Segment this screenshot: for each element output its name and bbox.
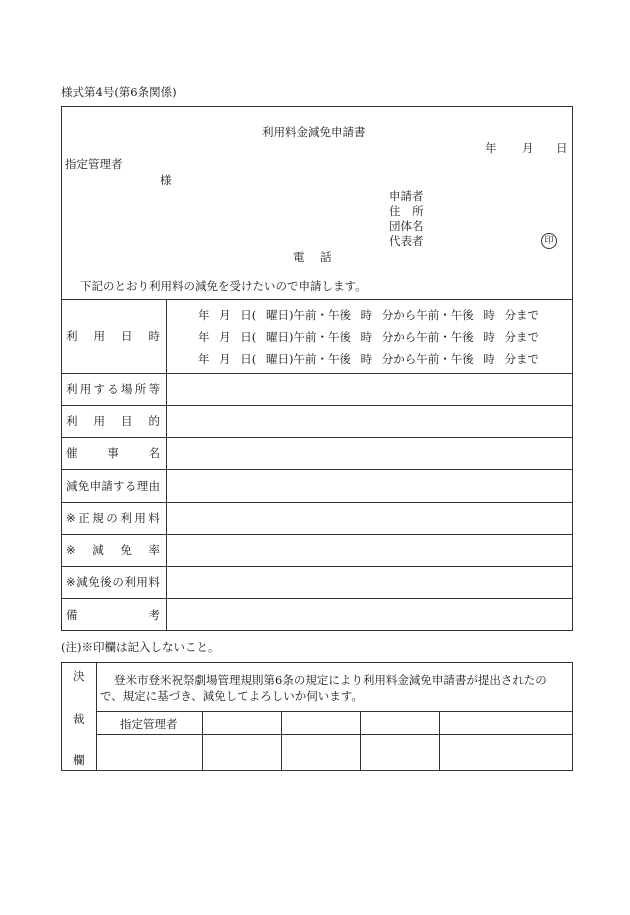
approval-field-4[interactable] [440,735,572,770]
datetime-line-2[interactable]: 年 月 日( 曜日)午前・午後 時 分から午前・午後 時 分まで [198,330,540,344]
divider [61,299,573,300]
representative-label: 代表者 [389,234,424,248]
event-name-field[interactable] [167,438,572,469]
manager-seal-field[interactable] [97,735,202,770]
date-year: 年 [485,141,497,155]
decision-label-1: 決 [73,669,85,683]
reduction-rate-label: ※ 減 免 率 [66,543,160,557]
datetime-line-1[interactable]: 年 月 日( 曜日)午前・午後 時 分から午前・午後 時 分まで [198,308,540,322]
seal-mark: 印 [541,233,557,249]
application-statement: 下記のとおり利用料の減免を受けたいので申請します。 [80,279,367,293]
regular-fee-field[interactable] [167,503,572,534]
approval-field-3[interactable] [361,735,439,770]
usage-place-label: 利 用 す る 場 所 等 [66,382,160,396]
form-title: 利用料金減免申請書 [262,125,366,139]
usage-datetime-label: 利 用 日 時 [66,329,160,343]
phone-label: 電 話 [293,250,332,264]
reduction-reason-label: 減 免 申 請 す る 理 由 [66,479,160,493]
decision-label-3: 欄 [73,753,85,767]
manager-label: 指定管理者 [120,717,178,731]
usage-purpose-label: 利 用 目 的 [66,414,160,428]
regular-fee-label: ※ 正 規 の 利 用 料 [66,511,160,525]
decision-text-line-2: で、規定に基づき、減免してよろしいか伺います。 [100,689,363,703]
form-number: 様式第4号(第6条関係) [61,85,177,99]
usage-purpose-field[interactable] [167,406,572,437]
event-name-label: 催 事 名 [66,446,160,460]
approval-field-1[interactable] [203,735,281,770]
date-month: 月 [522,141,534,155]
reduction-rate-field[interactable] [167,535,572,566]
decision-label-2: 裁 [73,712,85,726]
applicant-label: 申請者 [389,189,424,203]
remarks-label: 備 考 [66,608,160,622]
date-day: 日 [556,141,568,155]
approval-field-2[interactable] [282,735,360,770]
note: (注)※印欄は記入しないこと。 [61,640,220,654]
addressee: 指定管理者 [65,157,123,171]
group-label: 団体名 [389,219,424,233]
addressee-sama: 様 [160,173,172,187]
decision-text-line-1: 登米市登米祝祭劇場管理規則第6条の規定により利用料金減免申請書が提出されたの [114,673,547,687]
address-label: 住 所 [389,204,424,218]
usage-place-field[interactable] [167,374,572,405]
datetime-line-3[interactable]: 年 月 日( 曜日)午前・午後 時 分から午前・午後 時 分まで [198,352,540,366]
reduced-fee-field[interactable] [167,567,572,598]
remarks-field[interactable] [167,599,572,630]
reduced-fee-label: ※ 減 免 後 の 利 用 料 [66,575,160,589]
reduction-reason-field[interactable] [167,470,572,502]
decision-divider [96,711,573,712]
